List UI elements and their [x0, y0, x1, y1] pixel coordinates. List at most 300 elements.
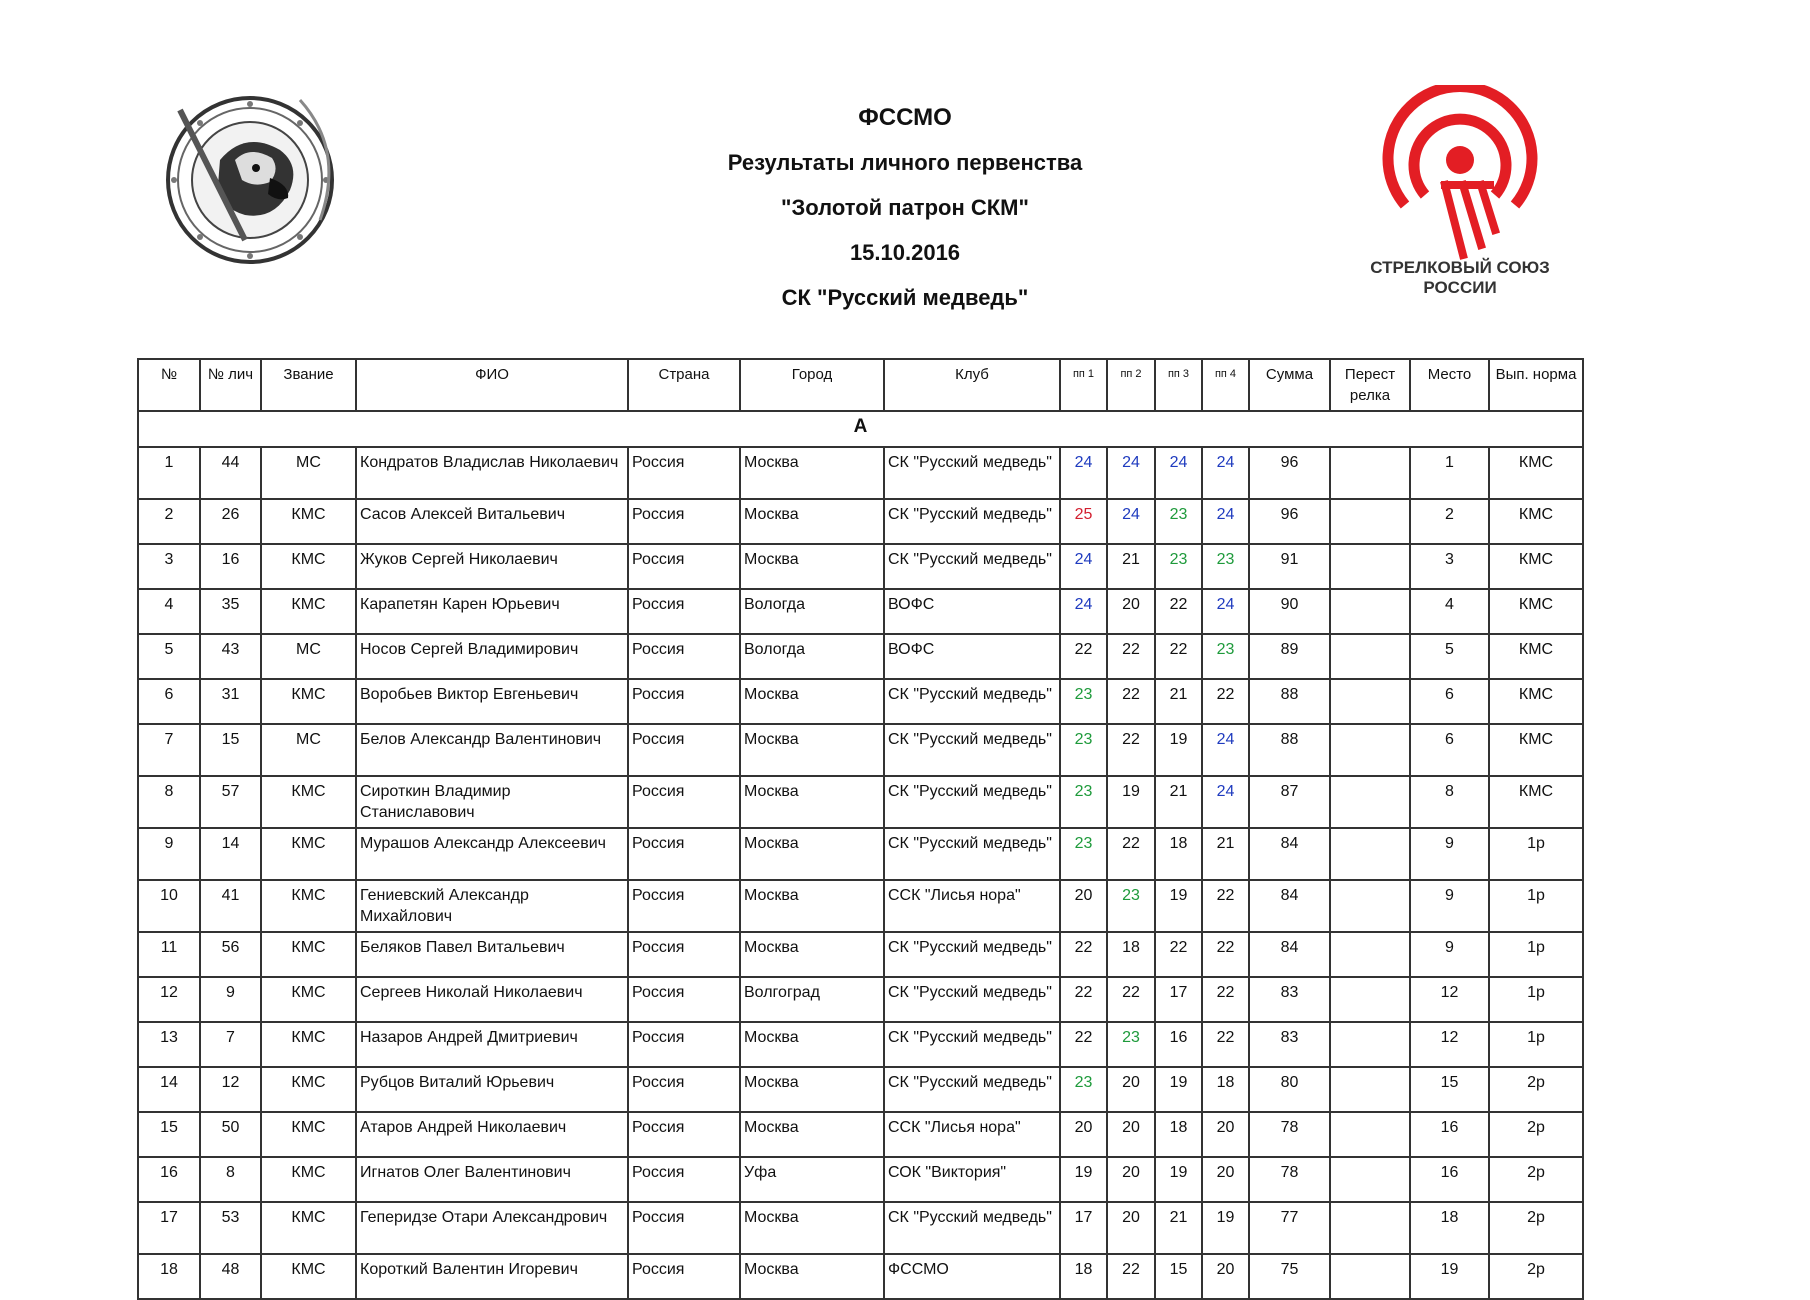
- cell-norm: 2р: [1489, 1112, 1583, 1157]
- cell-license-number: 26: [200, 499, 261, 544]
- table-row: [138, 499, 1583, 544]
- cell-country: Россия: [628, 932, 740, 977]
- cell-row-number: 14: [138, 1067, 200, 1112]
- cell-license-number: 50: [200, 1112, 261, 1157]
- cell-license-number: 14: [200, 828, 261, 880]
- cell-row-number: 18: [138, 1254, 200, 1299]
- cell-total-sum: 83: [1249, 977, 1330, 1022]
- cell-athlete-name: Мурашов Александр Алексеевич: [356, 828, 628, 880]
- cell-license-number: 56: [200, 932, 261, 977]
- cell-rank: МС: [261, 724, 356, 776]
- cell-series3-score: 23: [1155, 499, 1202, 544]
- cell-row-number: 10: [138, 880, 200, 932]
- cell-city: Москва: [740, 828, 884, 880]
- cell-row-number: 17: [138, 1202, 200, 1254]
- col-header-rank: Звание: [261, 359, 356, 411]
- cell-norm: КМС: [1489, 724, 1583, 776]
- cell-rank: КМС: [261, 589, 356, 634]
- cell-series2-score: 21: [1107, 544, 1155, 589]
- cell-place: 4: [1410, 589, 1489, 634]
- cell-license-number: 31: [200, 679, 261, 724]
- cell-athlete-name: Беляков Павел Витальевич: [356, 932, 628, 977]
- table-row: [138, 1254, 1583, 1299]
- cell-city: Москва: [740, 1112, 884, 1157]
- cell-place: 3: [1410, 544, 1489, 589]
- cell-series1-score: 19: [1060, 1157, 1107, 1202]
- cell-series1-score: 22: [1060, 1022, 1107, 1067]
- cell-series4-score: 24: [1202, 447, 1249, 499]
- cell-series4-score: 21: [1202, 828, 1249, 880]
- cell-shootoff: [1330, 634, 1410, 679]
- cell-athlete-name: Носов Сергей Владимирович: [356, 634, 628, 679]
- cell-rank: КМС: [261, 1067, 356, 1112]
- cell-series4-score: 22: [1202, 679, 1249, 724]
- col-header-name: ФИО: [356, 359, 628, 411]
- cell-city: Москва: [740, 880, 884, 932]
- cell-country: Россия: [628, 1202, 740, 1254]
- cell-series4-score: 24: [1202, 724, 1249, 776]
- cell-series2-score: 22: [1107, 679, 1155, 724]
- table-row: [138, 1157, 1583, 1202]
- col-header-place: Место: [1410, 359, 1489, 411]
- cell-norm: 1р: [1489, 932, 1583, 977]
- cell-club: ФССМО: [884, 1254, 1060, 1299]
- cell-shootoff: [1330, 776, 1410, 828]
- cell-total-sum: 78: [1249, 1157, 1330, 1202]
- cell-rank: КМС: [261, 1254, 356, 1299]
- cell-series4-score: 18: [1202, 1067, 1249, 1112]
- cell-rank: МС: [261, 634, 356, 679]
- cell-shootoff: [1330, 1202, 1410, 1254]
- cell-norm: 2р: [1489, 1157, 1583, 1202]
- cell-club: СК "Русский медведь": [884, 932, 1060, 977]
- cell-series2-score: 24: [1107, 447, 1155, 499]
- competition-date: 15.10.2016: [849, 240, 961, 265]
- cell-series3-score: 19: [1155, 880, 1202, 932]
- cell-total-sum: 91: [1249, 544, 1330, 589]
- cell-norm: 1р: [1489, 977, 1583, 1022]
- cell-shootoff: [1330, 544, 1410, 589]
- cell-country: Россия: [628, 1254, 740, 1299]
- cell-athlete-name: Белов Александр Валентинович: [356, 724, 628, 776]
- cell-shootoff: [1330, 828, 1410, 880]
- cell-total-sum: 88: [1249, 679, 1330, 724]
- group-row: [138, 411, 1583, 447]
- table-row: [138, 1202, 1583, 1254]
- cell-place: 18: [1410, 1202, 1489, 1254]
- cell-series3-score: 17: [1155, 977, 1202, 1022]
- cell-city: Москва: [740, 544, 884, 589]
- cell-country: Россия: [628, 977, 740, 1022]
- table-row: [138, 447, 1583, 499]
- venue-name: СК "Русский медведь": [781, 285, 1029, 310]
- cell-norm: 2р: [1489, 1254, 1583, 1299]
- cell-shootoff: [1330, 1067, 1410, 1112]
- cell-athlete-name: Сироткин Владимир Станиславович: [356, 776, 628, 828]
- cell-club: СК "Русский медведь": [884, 544, 1060, 589]
- cell-license-number: 35: [200, 589, 261, 634]
- cell-rank: КМС: [261, 1202, 356, 1254]
- cell-series4-score: 19: [1202, 1202, 1249, 1254]
- table-row: [138, 1112, 1583, 1157]
- cell-shootoff: [1330, 1254, 1410, 1299]
- cell-club: СОК "Виктория": [884, 1157, 1060, 1202]
- cell-city: Москва: [740, 679, 884, 724]
- cell-club: ВОФС: [884, 634, 1060, 679]
- cell-series1-score: 20: [1060, 880, 1107, 932]
- cell-norm: 1р: [1489, 1022, 1583, 1067]
- cell-license-number: 12: [200, 1067, 261, 1112]
- cell-club: СК "Русский медведь": [884, 1022, 1060, 1067]
- table-row: [138, 1067, 1583, 1112]
- cell-country: Россия: [628, 679, 740, 724]
- cell-series3-score: 23: [1155, 544, 1202, 589]
- cell-city: Москва: [740, 724, 884, 776]
- cell-athlete-name: Игнатов Олег Валентинович: [356, 1157, 628, 1202]
- cell-series3-score: 21: [1155, 679, 1202, 724]
- cell-rank: КМС: [261, 1157, 356, 1202]
- cell-club: СК "Русский медведь": [884, 447, 1060, 499]
- cell-norm: КМС: [1489, 447, 1583, 499]
- cell-rank: КМС: [261, 828, 356, 880]
- cell-club: СК "Русский медведь": [884, 977, 1060, 1022]
- cell-series2-score: 23: [1107, 1022, 1155, 1067]
- cell-row-number: 3: [138, 544, 200, 589]
- cell-series1-score: 23: [1060, 776, 1107, 828]
- cell-shootoff: [1330, 880, 1410, 932]
- cell-total-sum: 78: [1249, 1112, 1330, 1157]
- cell-total-sum: 87: [1249, 776, 1330, 828]
- cell-city: Москва: [740, 1067, 884, 1112]
- cell-country: Россия: [628, 634, 740, 679]
- cell-athlete-name: Назаров Андрей Дмитриевич: [356, 1022, 628, 1067]
- table-row: [138, 776, 1583, 828]
- cell-total-sum: 75: [1249, 1254, 1330, 1299]
- cell-place: 9: [1410, 932, 1489, 977]
- cell-series3-score: 24: [1155, 447, 1202, 499]
- cell-row-number: 7: [138, 724, 200, 776]
- cell-norm: КМС: [1489, 634, 1583, 679]
- table-row: [138, 724, 1583, 776]
- cell-country: Россия: [628, 1067, 740, 1112]
- cell-norm: 2р: [1489, 1202, 1583, 1254]
- cell-series4-score: 22: [1202, 880, 1249, 932]
- cell-city: Уфа: [740, 1157, 884, 1202]
- cell-license-number: 53: [200, 1202, 261, 1254]
- cell-series4-score: 22: [1202, 977, 1249, 1022]
- table-row: [138, 679, 1583, 724]
- table-row: [138, 977, 1583, 1022]
- table-row: [138, 828, 1583, 880]
- cell-city: Москва: [740, 499, 884, 544]
- cell-rank: КМС: [261, 880, 356, 932]
- cell-club: СК "Русский медведь": [884, 724, 1060, 776]
- cell-total-sum: 96: [1249, 447, 1330, 499]
- cell-club: СК "Русский медведь": [884, 679, 1060, 724]
- cell-series1-score: 18: [1060, 1254, 1107, 1299]
- cell-series1-score: 23: [1060, 828, 1107, 880]
- cell-place: 12: [1410, 1022, 1489, 1067]
- cell-place: 19: [1410, 1254, 1489, 1299]
- cell-shootoff: [1330, 1157, 1410, 1202]
- cell-series3-score: 21: [1155, 1202, 1202, 1254]
- cell-place: 16: [1410, 1157, 1489, 1202]
- cell-license-number: 7: [200, 1022, 261, 1067]
- cell-country: Россия: [628, 544, 740, 589]
- cell-place: 9: [1410, 828, 1489, 880]
- shooting-union-caption-line2: РОССИИ: [1423, 278, 1497, 297]
- cell-row-number: 15: [138, 1112, 200, 1157]
- cell-row-number: 8: [138, 776, 200, 828]
- cell-series3-score: 15: [1155, 1254, 1202, 1299]
- col-header-country: Страна: [628, 359, 740, 411]
- cell-athlete-name: Карапетян Карен Юрьевич: [356, 589, 628, 634]
- cell-license-number: 15: [200, 724, 261, 776]
- cell-total-sum: 89: [1249, 634, 1330, 679]
- cell-series2-score: 23: [1107, 880, 1155, 932]
- table-header-row: [138, 359, 1583, 411]
- cell-row-number: 6: [138, 679, 200, 724]
- cell-shootoff: [1330, 679, 1410, 724]
- cell-row-number: 2: [138, 499, 200, 544]
- cell-series4-score: 23: [1202, 634, 1249, 679]
- cell-license-number: 44: [200, 447, 261, 499]
- cell-series4-score: 24: [1202, 499, 1249, 544]
- cell-row-number: 16: [138, 1157, 200, 1202]
- cell-series4-score: 24: [1202, 776, 1249, 828]
- cell-series3-score: 22: [1155, 932, 1202, 977]
- cell-norm: КМС: [1489, 589, 1583, 634]
- cell-rank: МС: [261, 447, 356, 499]
- cell-shootoff: [1330, 1112, 1410, 1157]
- cell-athlete-name: Геперидзе Отари Александрович: [356, 1202, 628, 1254]
- col-header-shootoff: Перест релка: [1330, 359, 1410, 411]
- cell-norm: 1р: [1489, 828, 1583, 880]
- cell-athlete-name: Жуков Сергей Николаевич: [356, 544, 628, 589]
- cell-series2-score: 20: [1107, 1067, 1155, 1112]
- cell-series2-score: 22: [1107, 828, 1155, 880]
- table-row: [138, 1022, 1583, 1067]
- cell-series4-score: 20: [1202, 1254, 1249, 1299]
- cell-norm: 2р: [1489, 1067, 1583, 1112]
- cell-shootoff: [1330, 1022, 1410, 1067]
- cell-country: Россия: [628, 880, 740, 932]
- cell-place: 9: [1410, 880, 1489, 932]
- cell-shootoff: [1330, 589, 1410, 634]
- cell-place: 8: [1410, 776, 1489, 828]
- cell-series1-score: 24: [1060, 447, 1107, 499]
- cell-row-number: 4: [138, 589, 200, 634]
- results-table: [137, 358, 1584, 1300]
- cell-norm: КМС: [1489, 544, 1583, 589]
- cell-shootoff: [1330, 499, 1410, 544]
- cell-place: 6: [1410, 679, 1489, 724]
- cell-country: Россия: [628, 1022, 740, 1067]
- cell-rank: КМС: [261, 776, 356, 828]
- cell-norm: 1р: [1489, 880, 1583, 932]
- col-header-city: Город: [740, 359, 884, 411]
- cell-total-sum: 96: [1249, 499, 1330, 544]
- cell-norm: КМС: [1489, 499, 1583, 544]
- cell-shootoff: [1330, 932, 1410, 977]
- cell-club: СК "Русский медведь": [884, 1202, 1060, 1254]
- cell-athlete-name: Сасов Алексей Витальевич: [356, 499, 628, 544]
- col-header-series2: пп 2: [1107, 359, 1155, 411]
- cell-series4-score: 20: [1202, 1112, 1249, 1157]
- cell-shootoff: [1330, 977, 1410, 1022]
- col-header-club: Клуб: [884, 359, 1060, 411]
- cell-row-number: 9: [138, 828, 200, 880]
- cell-total-sum: 90: [1249, 589, 1330, 634]
- cell-total-sum: 80: [1249, 1067, 1330, 1112]
- cell-series2-score: 22: [1107, 1254, 1155, 1299]
- cell-country: Россия: [628, 499, 740, 544]
- cell-series1-score: 20: [1060, 1112, 1107, 1157]
- cell-license-number: 57: [200, 776, 261, 828]
- cell-place: 5: [1410, 634, 1489, 679]
- cell-series1-score: 22: [1060, 977, 1107, 1022]
- cell-place: 2: [1410, 499, 1489, 544]
- cell-series3-score: 22: [1155, 589, 1202, 634]
- cell-total-sum: 84: [1249, 932, 1330, 977]
- cell-country: Россия: [628, 1157, 740, 1202]
- cell-country: Россия: [628, 589, 740, 634]
- cell-series2-score: 20: [1107, 1157, 1155, 1202]
- cell-series2-score: 19: [1107, 776, 1155, 828]
- cell-series2-score: 22: [1107, 634, 1155, 679]
- cell-license-number: 43: [200, 634, 261, 679]
- cell-norm: КМС: [1489, 776, 1583, 828]
- cell-series3-score: 21: [1155, 776, 1202, 828]
- cell-row-number: 12: [138, 977, 200, 1022]
- cell-rank: КМС: [261, 499, 356, 544]
- cell-series2-score: 20: [1107, 1202, 1155, 1254]
- cell-series3-score: 19: [1155, 1157, 1202, 1202]
- cell-country: Россия: [628, 724, 740, 776]
- competition-name: "Золотой патрон СКМ": [781, 195, 1029, 220]
- cell-city: Москва: [740, 932, 884, 977]
- cell-series4-score: 24: [1202, 589, 1249, 634]
- cell-rank: КМС: [261, 544, 356, 589]
- cell-series1-score: 22: [1060, 932, 1107, 977]
- cell-place: 12: [1410, 977, 1489, 1022]
- cell-series2-score: 22: [1107, 724, 1155, 776]
- cell-series2-score: 18: [1107, 932, 1155, 977]
- cell-total-sum: 83: [1249, 1022, 1330, 1067]
- cell-place: 15: [1410, 1067, 1489, 1112]
- cell-series2-score: 20: [1107, 589, 1155, 634]
- cell-series3-score: 18: [1155, 828, 1202, 880]
- cell-club: СК "Русский медведь": [884, 1067, 1060, 1112]
- cell-club: ССК "Лисья нора": [884, 880, 1060, 932]
- cell-series1-score: 22: [1060, 634, 1107, 679]
- cell-series3-score: 18: [1155, 1112, 1202, 1157]
- shooting-union-caption-line1: СТРЕЛКОВЫЙ СОЮЗ: [1370, 258, 1550, 277]
- results-title: Результаты личного первенства: [727, 150, 1083, 175]
- cell-row-number: 1: [138, 447, 200, 499]
- cell-shootoff: [1330, 447, 1410, 499]
- cell-club: ВОФС: [884, 589, 1060, 634]
- cell-city: Москва: [740, 776, 884, 828]
- cell-city: Москва: [740, 1202, 884, 1254]
- cell-athlete-name: Рубцов Виталий Юрьевич: [356, 1067, 628, 1112]
- cell-series3-score: 19: [1155, 724, 1202, 776]
- table-row: [138, 544, 1583, 589]
- cell-series1-score: 23: [1060, 679, 1107, 724]
- cell-country: Россия: [628, 1112, 740, 1157]
- col-header-license: № лич: [200, 359, 261, 411]
- cell-license-number: 9: [200, 977, 261, 1022]
- cell-series3-score: 22: [1155, 634, 1202, 679]
- table-row: [138, 932, 1583, 977]
- cell-athlete-name: Кондратов Владислав Николаевич: [356, 447, 628, 499]
- cell-club: СК "Русский медведь": [884, 499, 1060, 544]
- cell-city: Вологда: [740, 634, 884, 679]
- col-header-series3: пп 3: [1155, 359, 1202, 411]
- cell-series1-score: 25: [1060, 499, 1107, 544]
- cell-license-number: 41: [200, 880, 261, 932]
- cell-athlete-name: Атаров Андрей Николаевич: [356, 1112, 628, 1157]
- table-row: [138, 880, 1583, 932]
- cell-rank: КМС: [261, 932, 356, 977]
- cell-rank: КМС: [261, 1022, 356, 1067]
- cell-total-sum: 84: [1249, 828, 1330, 880]
- cell-country: Россия: [628, 447, 740, 499]
- cell-place: 1: [1410, 447, 1489, 499]
- cell-club: ССК "Лисья нора": [884, 1112, 1060, 1157]
- cell-athlete-name: Короткий Валентин Игоревич: [356, 1254, 628, 1299]
- cell-rank: КМС: [261, 679, 356, 724]
- cell-series1-score: 24: [1060, 589, 1107, 634]
- cell-city: Москва: [740, 1022, 884, 1067]
- cell-license-number: 48: [200, 1254, 261, 1299]
- col-header-sum: Сумма: [1249, 359, 1330, 411]
- cell-series4-score: 20: [1202, 1157, 1249, 1202]
- cell-total-sum: 77: [1249, 1202, 1330, 1254]
- cell-total-sum: 84: [1249, 880, 1330, 932]
- cell-row-number: 5: [138, 634, 200, 679]
- cell-series1-score: 24: [1060, 544, 1107, 589]
- shooting-union-caption: [1345, 258, 1575, 298]
- cell-license-number: 8: [200, 1157, 261, 1202]
- cell-rank: КМС: [261, 977, 356, 1022]
- cell-series3-score: 16: [1155, 1022, 1202, 1067]
- cell-row-number: 13: [138, 1022, 200, 1067]
- cell-series4-score: 23: [1202, 544, 1249, 589]
- cell-license-number: 16: [200, 544, 261, 589]
- cell-series2-score: 22: [1107, 977, 1155, 1022]
- cell-athlete-name: Гениевский Александр Михайлович: [356, 880, 628, 932]
- cell-place: 16: [1410, 1112, 1489, 1157]
- cell-total-sum: 88: [1249, 724, 1330, 776]
- col-header-norm: Вып. норма: [1489, 359, 1583, 411]
- cell-place: 6: [1410, 724, 1489, 776]
- cell-city: Волгоград: [740, 977, 884, 1022]
- table-row: [138, 589, 1583, 634]
- cell-country: Россия: [628, 828, 740, 880]
- cell-series2-score: 24: [1107, 499, 1155, 544]
- cell-city: Вологда: [740, 589, 884, 634]
- cell-club: СК "Русский медведь": [884, 828, 1060, 880]
- cell-series1-score: 23: [1060, 724, 1107, 776]
- cell-series2-score: 20: [1107, 1112, 1155, 1157]
- col-header-series1: пп 1: [1060, 359, 1107, 411]
- cell-series1-score: 23: [1060, 1067, 1107, 1112]
- cell-series3-score: 19: [1155, 1067, 1202, 1112]
- cell-country: Россия: [628, 776, 740, 828]
- organization-title: ФССМО: [858, 104, 952, 131]
- cell-series1-score: 17: [1060, 1202, 1107, 1254]
